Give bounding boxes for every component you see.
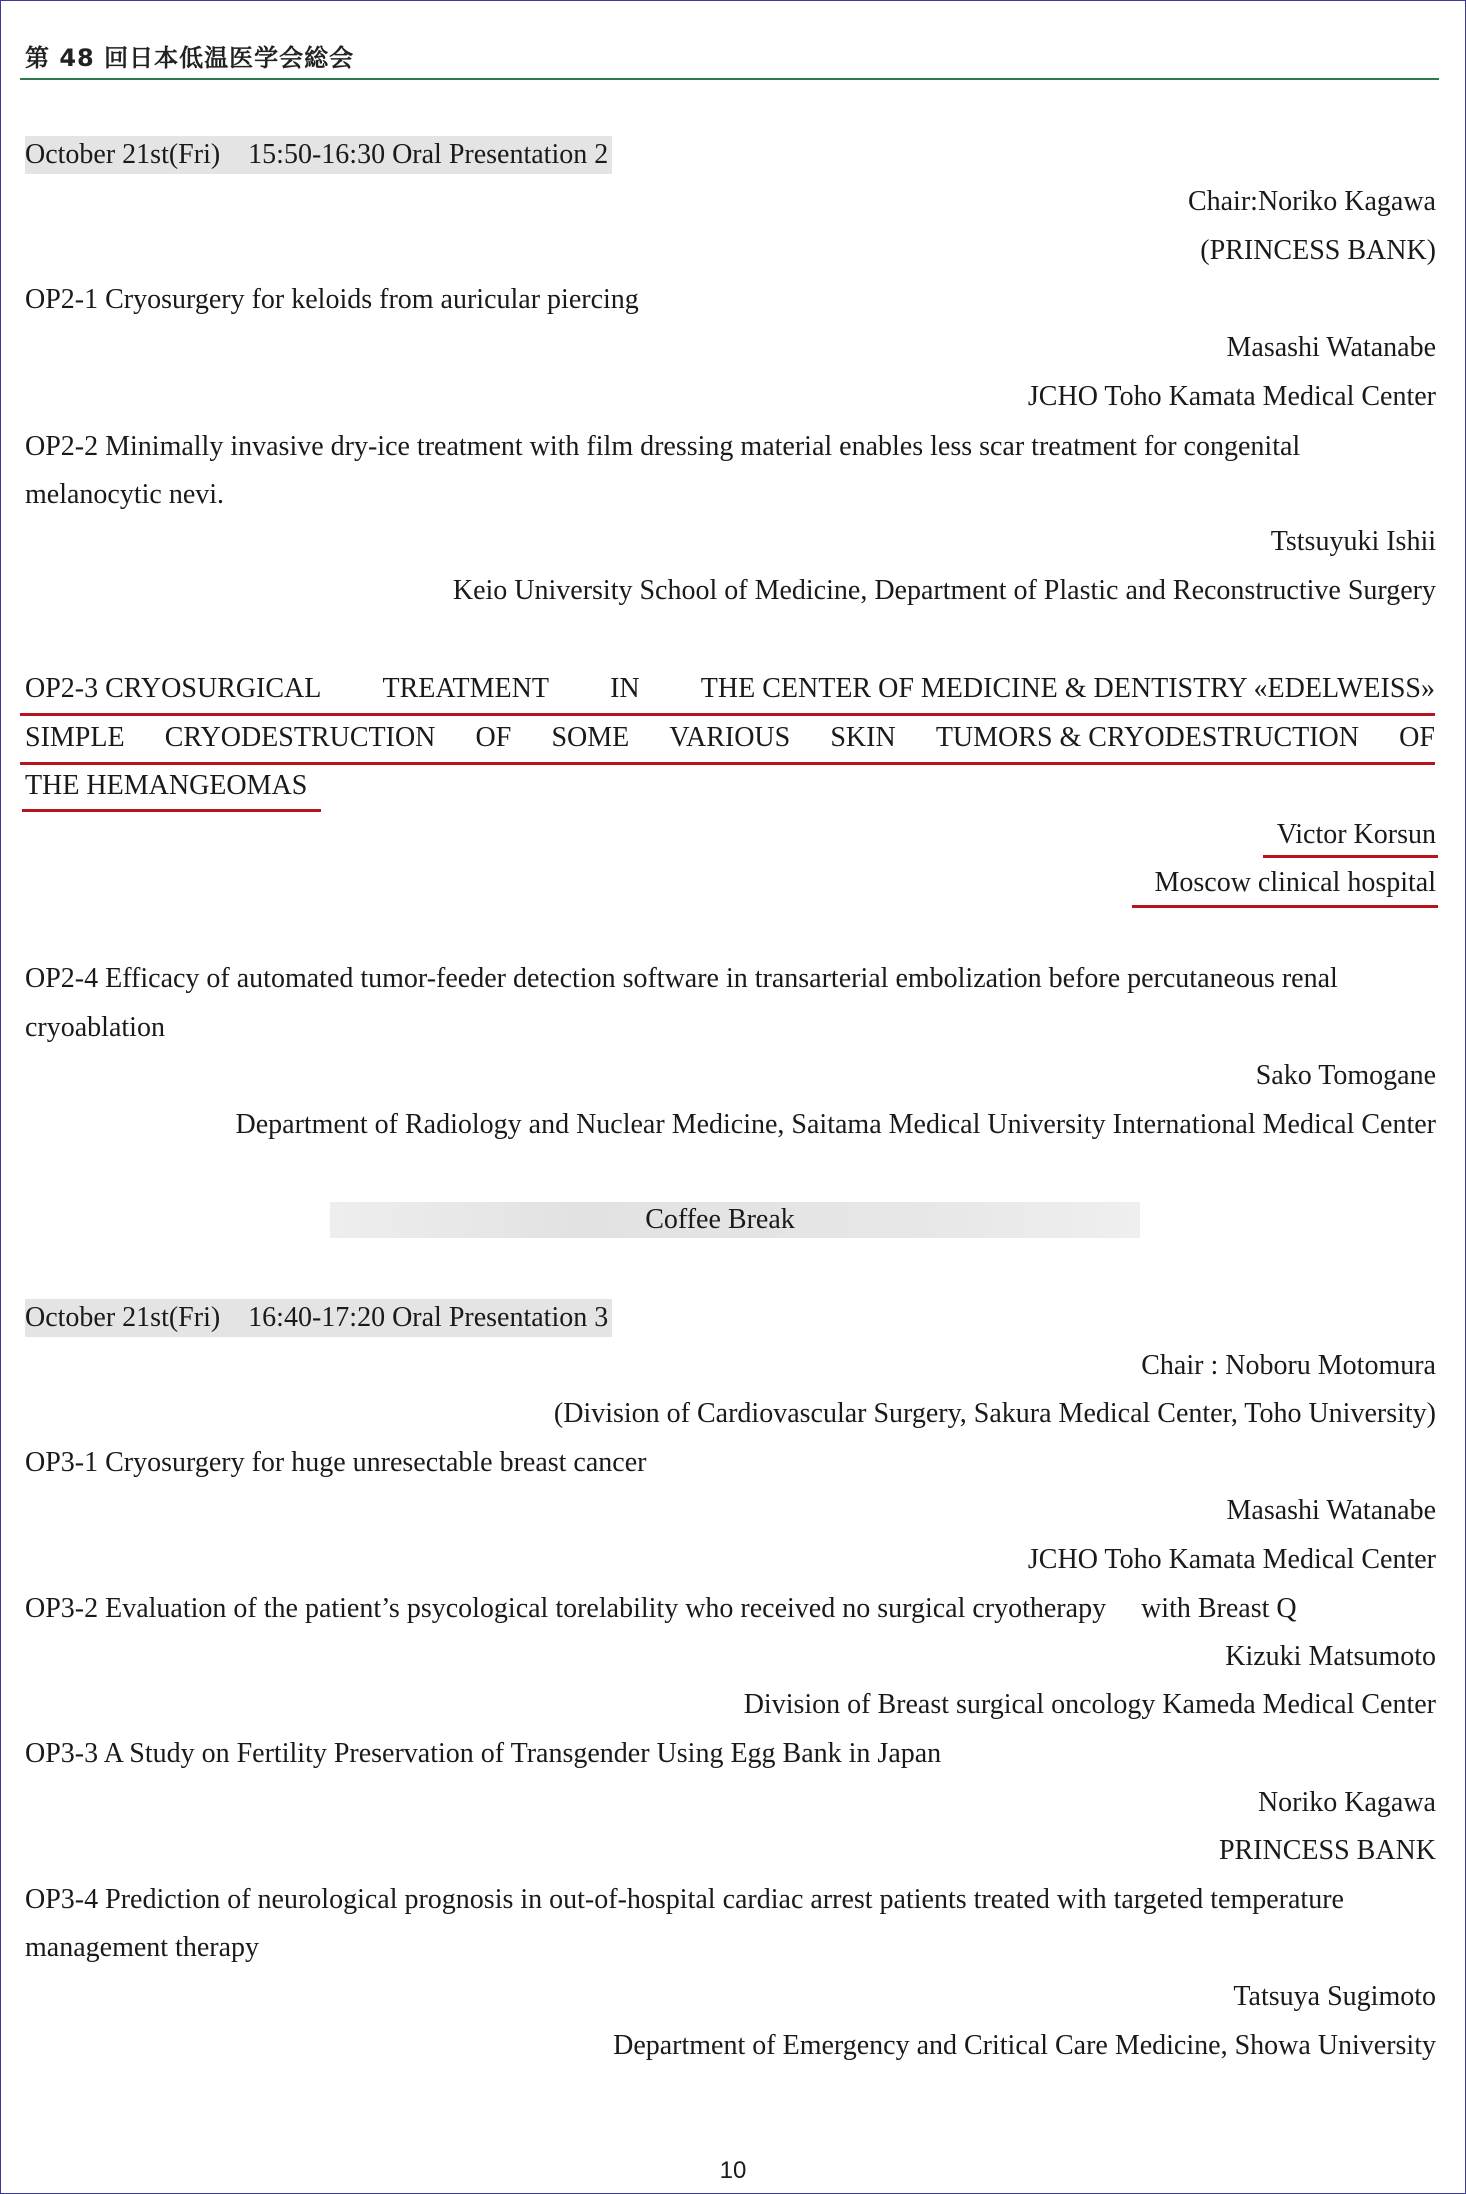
talk-title-continued bbox=[25, 721, 1435, 755]
talk-author: Victor Korsun bbox=[1276, 819, 1436, 850]
talk-title: OP3-4 Prediction of neurological prognosis in out-of-hospital cardiac arrest patients treated with targeted temperature bbox=[25, 1884, 1344, 1915]
coffee-break-label: Coffee Break bbox=[645, 1204, 795, 1235]
page-number: 10 bbox=[719, 2157, 747, 2184]
talk-author: Tstsuyuki Ishii bbox=[1270, 526, 1436, 557]
talk-author: Noriko Kagawa bbox=[1257, 1787, 1436, 1818]
title-word: TREATMENT bbox=[382, 673, 549, 704]
talk-author: Masashi Watanabe bbox=[1226, 1495, 1436, 1526]
chair-name: Chair : Noboru Motomura bbox=[1141, 1350, 1436, 1381]
header-rule bbox=[20, 78, 1439, 80]
chair-name: Chair:Noriko Kagawa bbox=[1187, 186, 1436, 217]
talk-affiliation: Division of Breast surgical oncology Kameda Medical Center bbox=[743, 1689, 1436, 1720]
talk-title: OP3-1 Cryosurgery for huge unresectable breast cancer bbox=[25, 1447, 647, 1478]
talk-title-continued: melanocytic nevi. bbox=[25, 479, 225, 510]
talk-author: Sako Tomogane bbox=[1255, 1060, 1436, 1091]
page-header: 第 48 回日本低温医学会総会 bbox=[25, 44, 355, 72]
red-underline bbox=[20, 713, 1435, 716]
title-word: IN bbox=[610, 673, 640, 704]
talk-title bbox=[25, 672, 1435, 706]
red-underline bbox=[22, 809, 321, 812]
talk-author: Masashi Watanabe bbox=[1226, 332, 1436, 363]
title-word: SIMPLE bbox=[25, 722, 125, 753]
talk-title-continued: THE HEMANGEOMAS bbox=[25, 770, 308, 801]
red-underline bbox=[1132, 905, 1438, 908]
title-word: SKIN bbox=[830, 722, 896, 753]
talk-title: OP2-2 Minimally invasive dry-ice treatment with film dressing material enables less scar treatment for congenital bbox=[25, 431, 1301, 462]
chair-affiliation: (PRINCESS BANK) bbox=[1200, 235, 1436, 266]
talk-title: OP2-4 Efficacy of automated tumor-feeder detection software in transarterial embolization before percutaneous renal bbox=[25, 963, 1338, 994]
title-word: TUMORS & CRYODESTRUCTION bbox=[935, 722, 1359, 753]
title-word: OP2-3 CRYOSURGICAL bbox=[25, 673, 322, 704]
red-underline bbox=[20, 762, 1435, 765]
talk-title-continued: cryoablation bbox=[25, 1012, 165, 1043]
talk-title: OP2-1 Cryosurgery for keloids from auricular piercing bbox=[25, 284, 639, 315]
talk-title-continued: management therapy bbox=[25, 1932, 260, 1963]
title-word: OF bbox=[475, 722, 512, 753]
talk-title: OP3-3 A Study on Fertility Preservation of Transgender Using Egg Bank in Japan bbox=[25, 1738, 942, 1769]
talk-title: OP3-2 Evaluation of the patient’s psycological torelability who received no surgical cryotherapy with Breast Q bbox=[25, 1593, 1297, 1624]
talk-affiliation: Department of Radiology and Nuclear Medicine, Saitama Medical University International Medical Center bbox=[235, 1109, 1436, 1140]
talk-affiliation: PRINCESS BANK bbox=[1218, 1835, 1436, 1866]
session-heading: October 21st(Fri) 16:40-17:20 Oral Presentation 3 bbox=[25, 1299, 612, 1337]
title-word: VARIOUS bbox=[669, 722, 791, 753]
session-heading: October 21st(Fri) 15:50-16:30 Oral Presentation 2 bbox=[25, 136, 612, 174]
title-word: CRYODESTRUCTION bbox=[164, 722, 436, 753]
talk-affiliation: Keio University School of Medicine, Department of Plastic and Reconstructive Surgery bbox=[452, 575, 1436, 606]
title-word: SOME bbox=[551, 722, 630, 753]
title-word: OF bbox=[1399, 722, 1435, 753]
talk-affiliation: JCHO Toho Kamata Medical Center bbox=[1027, 1544, 1436, 1575]
red-underline bbox=[1263, 855, 1438, 858]
talk-author: Kizuki Matsumoto bbox=[1225, 1641, 1436, 1672]
title-word: THE CENTER OF MEDICINE & DENTISTRY «EDELWEISS» bbox=[700, 673, 1435, 704]
talk-affiliation: Department of Emergency and Critical Care Medicine, Showa University bbox=[613, 2030, 1436, 2061]
chair-affiliation: (Division of Cardiovascular Surgery, Sakura Medical Center, Toho University) bbox=[553, 1398, 1436, 1429]
talk-affiliation: JCHO Toho Kamata Medical Center bbox=[1027, 381, 1436, 412]
talk-author: Tatsuya Sugimoto bbox=[1233, 1981, 1436, 2012]
talk-affiliation: Moscow clinical hospital bbox=[1154, 867, 1436, 898]
